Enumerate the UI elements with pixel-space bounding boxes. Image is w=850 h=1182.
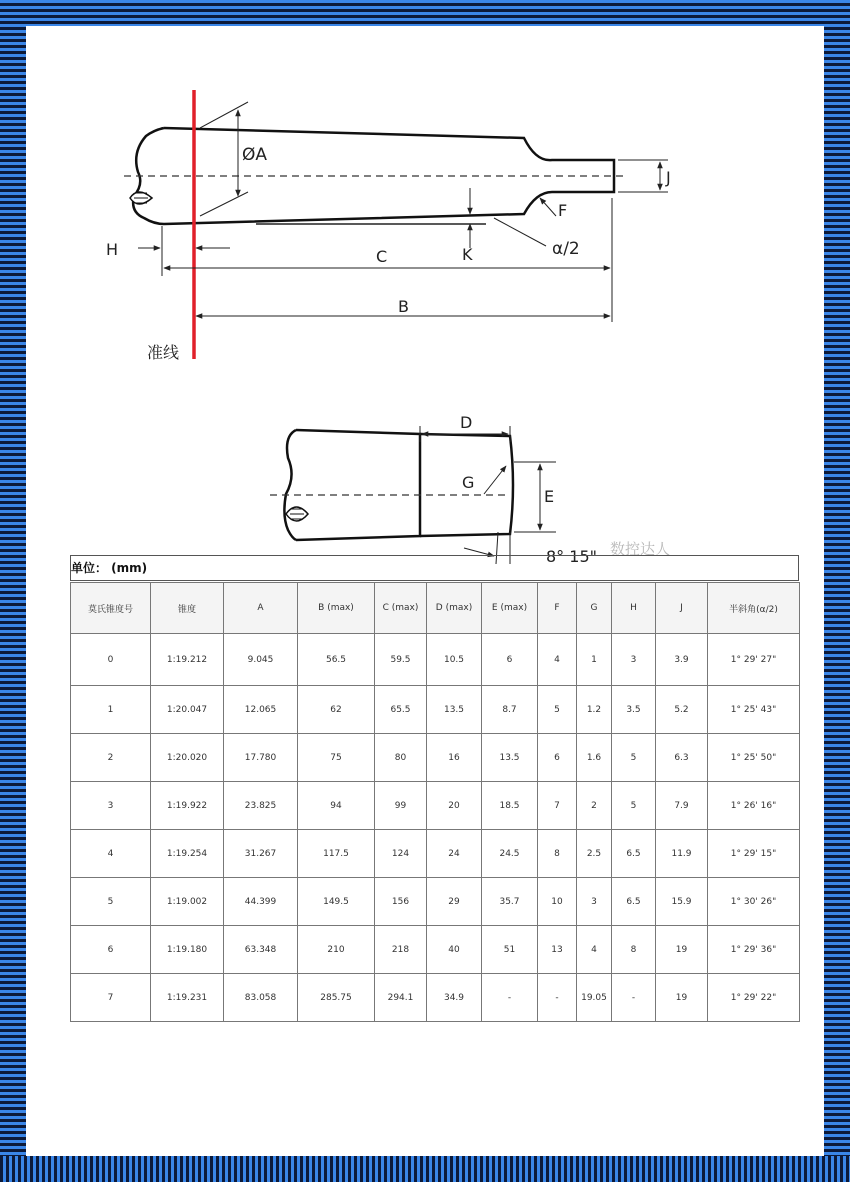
label-dia-a: ØA: [242, 145, 268, 165]
col-header: 莫氏锥度号: [71, 583, 151, 634]
col-header: 锥度: [151, 583, 224, 634]
table-cell: 31.267: [224, 830, 298, 878]
table-cell: 23.825: [224, 782, 298, 830]
table-cell: 94: [298, 782, 375, 830]
table-cell: 4: [577, 926, 612, 974]
table-cell: 1:20.047: [151, 686, 224, 734]
table-cell: 3.5: [612, 686, 656, 734]
col-header: F: [538, 583, 577, 634]
table-cell: 1° 29' 27": [708, 634, 800, 686]
table-cell: 124: [375, 830, 427, 878]
table-cell: 35.7: [482, 878, 538, 926]
table-cell: 8: [538, 830, 577, 878]
table-cell: 13.5: [427, 686, 482, 734]
table-row: [71, 974, 800, 1022]
table-cell: 4: [538, 634, 577, 686]
table-cell: 59.5: [375, 634, 427, 686]
table-cell: 5: [538, 686, 577, 734]
table-cell: 1° 26' 16": [708, 782, 800, 830]
table-cell: 117.5: [298, 830, 375, 878]
table-cell: 4: [71, 830, 151, 878]
table-cell: 294.1: [375, 974, 427, 1022]
label-f: F: [558, 201, 568, 220]
table-cell: 34.9: [427, 974, 482, 1022]
table-cell: 7: [538, 782, 577, 830]
table-cell: 1:20.020: [151, 734, 224, 782]
table-cell: 40: [427, 926, 482, 974]
col-header: J: [656, 583, 708, 634]
table-cell: 12.065: [224, 686, 298, 734]
table-cell: 24: [427, 830, 482, 878]
table-cell: 3: [71, 782, 151, 830]
col-header: D (max): [427, 583, 482, 634]
table-cell: 56.5: [298, 634, 375, 686]
table-cell: 3: [612, 634, 656, 686]
table-cell: 1° 25' 50": [708, 734, 800, 782]
table-cell: 6: [482, 634, 538, 686]
table-cell: 1:19.002: [151, 878, 224, 926]
watermark: 数控达人: [610, 540, 671, 558]
label-e: E: [544, 487, 555, 506]
table-cell: 24.5: [482, 830, 538, 878]
table-cell: 1:19.180: [151, 926, 224, 974]
table-cell: 285.75: [298, 974, 375, 1022]
table-cell: 13: [538, 926, 577, 974]
table-cell: 1:19.231: [151, 974, 224, 1022]
label-k: K: [462, 245, 473, 264]
table-cell: 1:19.922: [151, 782, 224, 830]
table-cell: 218: [375, 926, 427, 974]
table-cell: 16: [427, 734, 482, 782]
col-header: A: [224, 583, 298, 634]
label-d: D: [460, 413, 473, 432]
table-cell: 75: [298, 734, 375, 782]
label-alpha: α/2: [552, 239, 580, 259]
label-h: H: [106, 240, 119, 259]
table-cell: -: [538, 974, 577, 1022]
table-cell: 1:19.254: [151, 830, 224, 878]
table-cell: 1: [577, 634, 612, 686]
col-header: C (max): [375, 583, 427, 634]
table-cell: 6: [71, 926, 151, 974]
table-cell: 156: [375, 878, 427, 926]
table-cell: 63.348: [224, 926, 298, 974]
table-cell: 17.780: [224, 734, 298, 782]
label-j: J: [666, 168, 671, 187]
tang-outline: [296, 430, 420, 540]
table-cell: 1: [71, 686, 151, 734]
table-cell: 80: [375, 734, 427, 782]
tang-detail-drawing: [26, 386, 824, 566]
label-g: G: [462, 473, 475, 492]
col-header: H: [612, 583, 656, 634]
table-cell: 7: [71, 974, 151, 1022]
label-b: B: [398, 297, 409, 316]
table-cell: 15.9: [656, 878, 708, 926]
table-cell: 149.5: [298, 878, 375, 926]
document-page: [26, 26, 824, 1156]
table-row: [71, 782, 800, 830]
col-header: B (max): [298, 583, 375, 634]
table-cell: 1:19.212: [151, 634, 224, 686]
label-datum: 准线: [147, 343, 180, 362]
table-cell: 5: [71, 878, 151, 926]
unit-label: 单位： (mm): [70, 555, 799, 581]
col-header: E (max): [482, 583, 538, 634]
label-c: C: [376, 247, 388, 266]
morse-taper-table: [70, 582, 800, 1022]
table-cell: 2: [577, 782, 612, 830]
table-cell: 1.2: [577, 686, 612, 734]
table-cell: 11.9: [656, 830, 708, 878]
table-cell: 1.6: [577, 734, 612, 782]
table-cell: 3.9: [656, 634, 708, 686]
table-cell: 3: [577, 878, 612, 926]
table-cell: 13.5: [482, 734, 538, 782]
table-cell: 2: [71, 734, 151, 782]
taper-shank-drawing: [26, 26, 824, 386]
table-cell: 20: [427, 782, 482, 830]
table-cell: 8.7: [482, 686, 538, 734]
table-row: [71, 634, 800, 686]
table-cell: 5: [612, 734, 656, 782]
table-row: [71, 734, 800, 782]
table-cell: 44.399: [224, 878, 298, 926]
table-cell: 2.5: [577, 830, 612, 878]
table-cell: 6.5: [612, 830, 656, 878]
table-cell: 9.045: [224, 634, 298, 686]
table-cell: 51: [482, 926, 538, 974]
table-cell: -: [612, 974, 656, 1022]
table-row: [71, 686, 800, 734]
table-cell: 5: [612, 782, 656, 830]
table-cell: 1° 29' 15": [708, 830, 800, 878]
table-cell: 65.5: [375, 686, 427, 734]
table-cell: 6.5: [612, 878, 656, 926]
table-row: [71, 878, 800, 926]
table-cell: 19: [656, 974, 708, 1022]
table-row: [71, 830, 800, 878]
table-cell: 1° 29' 36": [708, 926, 800, 974]
table-cell: 62: [298, 686, 375, 734]
table-cell: 210: [298, 926, 375, 974]
table-cell: 1° 29' 22": [708, 974, 800, 1022]
table-cell: 7.9: [656, 782, 708, 830]
label-angle: 8° 15": [546, 547, 597, 566]
table-cell: -: [482, 974, 538, 1022]
table-cell: 8: [612, 926, 656, 974]
table-cell: 99: [375, 782, 427, 830]
bottom-border-stripes: [0, 1156, 850, 1182]
tang-break-left: [284, 430, 296, 540]
table-cell: 5.2: [656, 686, 708, 734]
table-cell: 1° 30' 26": [708, 878, 800, 926]
table-cell: 1° 25' 43": [708, 686, 800, 734]
table-cell: 0: [71, 634, 151, 686]
table-cell: 83.058: [224, 974, 298, 1022]
table-cell: 19.05: [577, 974, 612, 1022]
table-cell: 10: [538, 878, 577, 926]
col-header: G: [577, 583, 612, 634]
table-row: [71, 926, 800, 974]
table-cell: 6.3: [656, 734, 708, 782]
col-header: 半斜角(α/2): [708, 583, 800, 634]
table-cell: 10.5: [427, 634, 482, 686]
table-cell: 19: [656, 926, 708, 974]
table-cell: 18.5: [482, 782, 538, 830]
table-cell: 29: [427, 878, 482, 926]
table-cell: 6: [538, 734, 577, 782]
table-header-row: [71, 583, 800, 634]
table-body: [71, 634, 800, 1022]
